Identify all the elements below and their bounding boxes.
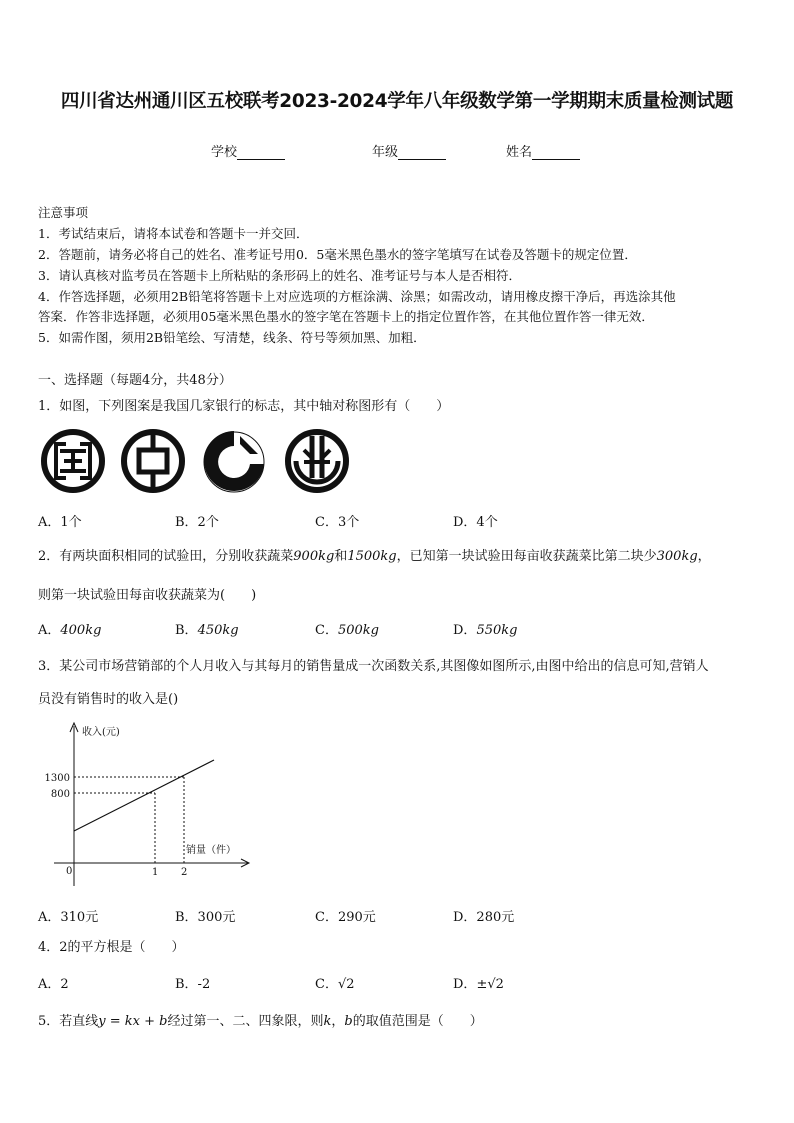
q5-text: ， xyxy=(331,1014,345,1029)
name-label: 姓名 xyxy=(506,145,533,160)
bank-logo-boc-icon xyxy=(120,428,186,494)
notice-item: 3．请认真核对监考员在答题卡上所粘贴的条形码上的姓名、准考证号与本人是否相符． xyxy=(38,268,521,283)
bank-logo-icbc-icon xyxy=(40,428,106,494)
function-line xyxy=(74,760,214,831)
q2-text: 2．有两块面积相同的试验田，分别收获蔬菜 xyxy=(38,549,294,564)
option-letter: D． xyxy=(453,977,477,992)
y-axis-label: 收入(元) xyxy=(82,727,120,738)
question-5-stem xyxy=(38,1010,483,1029)
q2-option-b[interactable] xyxy=(175,619,239,638)
q2-option-c[interactable] xyxy=(315,619,379,638)
q5-var: b xyxy=(344,1014,353,1029)
x-axis-label: 销量（件） xyxy=(186,845,236,856)
grade-label: 年级 xyxy=(372,145,399,160)
name-field[interactable] xyxy=(506,141,580,160)
q3-option-d[interactable]: D．280元 xyxy=(453,910,515,925)
notice-item: 4．作答选择题，必须用2B铅笔将答题卡上对应选项的方框涂满、涂黑；如需改动，请用橡皮擦干净后，再选涂其他 xyxy=(38,289,676,304)
question-1-stem: 1．如图，下列图案是我国几家银行的标志，其中轴对称图形有（ ） xyxy=(38,399,450,414)
q5-text: 5．若直线 xyxy=(38,1014,99,1029)
q3-option-b[interactable]: B．300元 xyxy=(175,910,236,925)
q1-option-c[interactable]: C．3个 xyxy=(315,515,360,530)
question-2-stem-line2: 则第一块试验田每亩收获蔬菜为( ) xyxy=(38,588,257,603)
option-letter: B． xyxy=(175,623,198,638)
q2-option-d[interactable] xyxy=(453,619,517,638)
question-4-stem: 4．2的平方根是（ ） xyxy=(38,940,185,955)
q5-var: k xyxy=(323,1014,332,1029)
option-value: 500kg xyxy=(337,623,379,638)
x-tick-label: 1 xyxy=(152,867,159,878)
q2-value: 300kg xyxy=(656,549,698,564)
q4-option-b[interactable]: B．-2 xyxy=(175,977,211,992)
name-blank[interactable] xyxy=(532,147,580,160)
q3-option-a[interactable]: A．310元 xyxy=(38,910,99,925)
q4-option-c[interactable] xyxy=(315,973,355,992)
q2-text: 和 xyxy=(334,549,348,564)
notice-item: 5．如需作图，须用2B铅笔绘、写清楚，线条、符号等须加黑、加粗． xyxy=(38,330,426,345)
option-letter: C． xyxy=(315,623,338,638)
option-value: 400kg xyxy=(60,623,102,638)
q5-text: 的取值范围是（ ） xyxy=(352,1014,483,1029)
q1-option-d[interactable]: D．4个 xyxy=(453,515,498,530)
y-tick-label: 800 xyxy=(50,789,70,800)
page-title: 四川省达州通川区五校联考2023-2024学年八年级数学第一学期期末质量检测试题 xyxy=(60,91,734,112)
option-letter: C． xyxy=(315,977,338,992)
bank-logo-abc-icon xyxy=(284,428,350,494)
option-value: √2 xyxy=(337,977,355,992)
q5-equation: y = kx + b xyxy=(98,1014,168,1029)
q3-option-c[interactable]: C．290元 xyxy=(315,910,376,925)
option-letter: A． xyxy=(38,623,61,638)
question-3-stem: 3．某公司市场营销部的个人月收入与其每月的销售量成一次函数关系,其图像如图所示,由图中给出的信息可知,营销人 xyxy=(38,659,709,674)
q1-option-a[interactable]: A．1个 xyxy=(38,515,82,530)
q4-option-a[interactable]: A．2 xyxy=(38,977,69,992)
notice-item: 答案．作答非选择题，必须用05毫米黑色墨水的签字笔在答题卡上的指定位置作答，在其他位置作答一律无效． xyxy=(38,309,654,324)
option-value: ±√2 xyxy=(476,977,504,992)
school-blank[interactable] xyxy=(237,147,285,160)
option-letter: D． xyxy=(453,623,477,638)
q1-option-b[interactable]: B．2个 xyxy=(175,515,219,530)
q2-option-a[interactable] xyxy=(38,619,101,638)
option-value: 450kg xyxy=(197,623,239,638)
grade-blank[interactable] xyxy=(398,147,446,160)
origin-label: 0 xyxy=(66,866,73,877)
q4-option-d[interactable] xyxy=(453,973,504,992)
q2-value: 1500kg xyxy=(347,549,397,564)
option-value: 550kg xyxy=(476,623,518,638)
question-2-stem xyxy=(38,545,711,564)
q5-text: 经过第一、二、四象限，则 xyxy=(167,1014,324,1029)
grade-field[interactable] xyxy=(372,141,446,160)
bank-logo-ccb-icon xyxy=(200,428,268,494)
section-heading: 一、选择题（每题4分，共48分） xyxy=(38,373,232,388)
q2-value: 900kg xyxy=(293,549,335,564)
notice-heading: 注意事项 xyxy=(38,205,89,220)
q2-text: ，已知第一块试验田每亩收获蔬菜比第二块少 xyxy=(396,549,657,564)
income-sales-graph xyxy=(36,718,256,890)
school-field[interactable] xyxy=(211,141,285,160)
x-tick-label: 2 xyxy=(181,867,188,878)
notice-item: 2．答题前，请务必将自己的姓名、准考证号用0．5毫米黑色墨水的签字笔填写在试卷及答题卡的规定位置． xyxy=(38,247,637,262)
q2-text: ， xyxy=(697,549,711,564)
y-tick-label: 1300 xyxy=(44,773,70,784)
notice-item: 1．考试结束后，请将本试卷和答题卡一并交回． xyxy=(38,226,309,241)
question-3-stem-line2: 员没有销售时的收入是() xyxy=(38,692,179,707)
school-label: 学校 xyxy=(211,145,238,160)
